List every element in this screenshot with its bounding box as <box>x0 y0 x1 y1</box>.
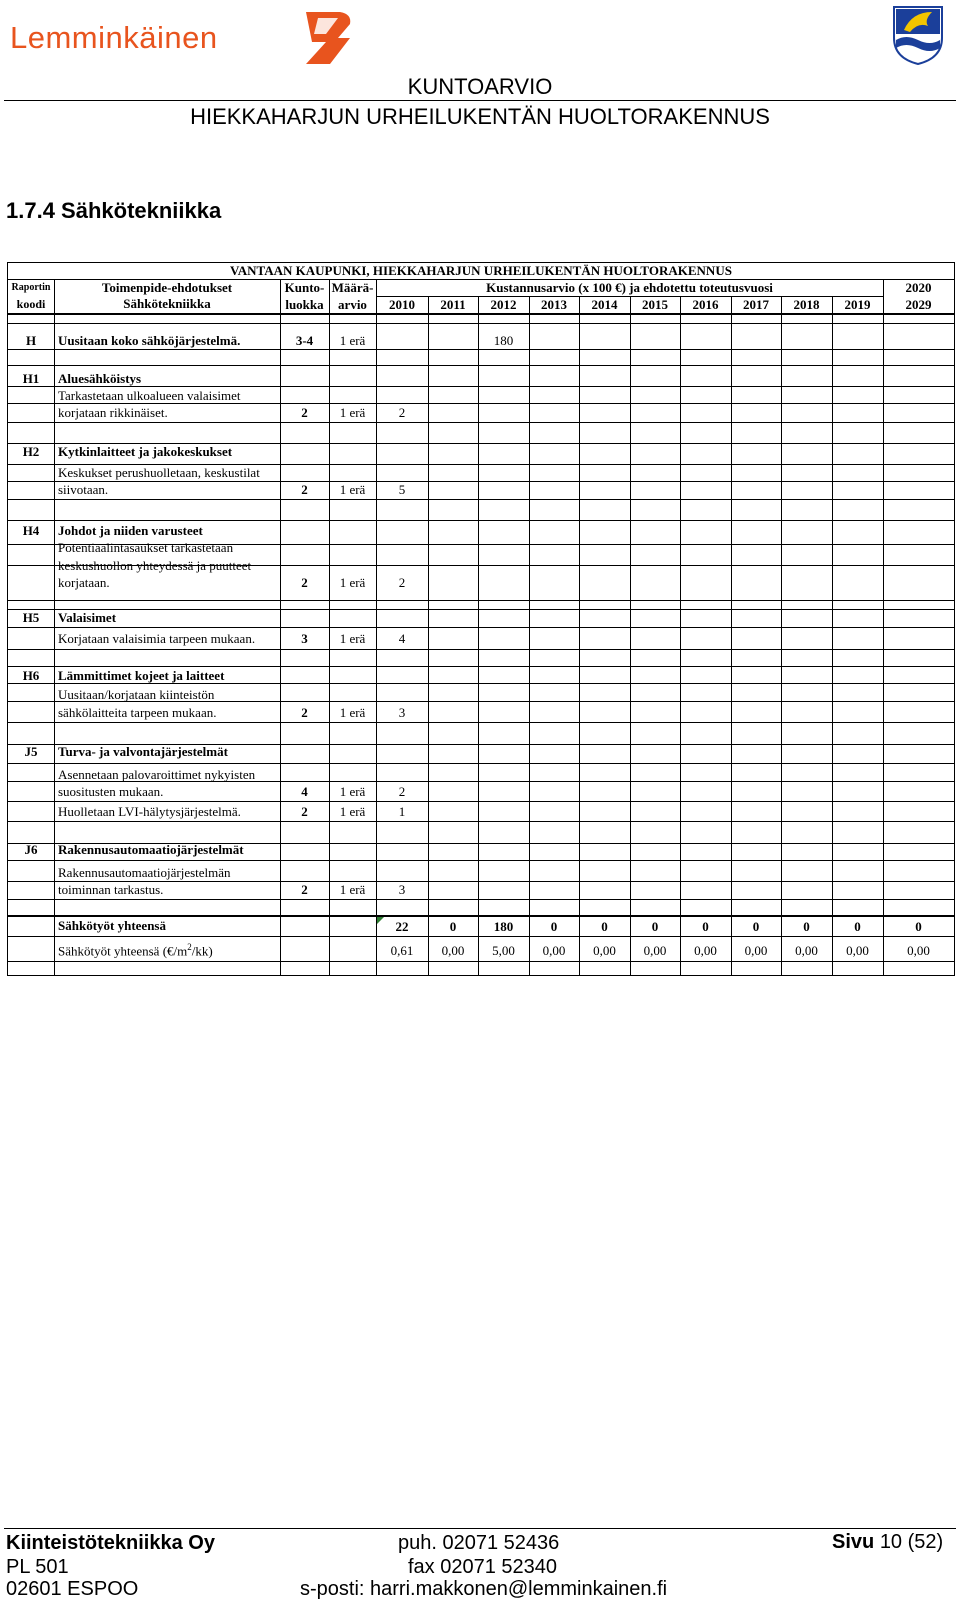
row-code: J5 <box>24 744 38 759</box>
total-label: Sähkötyöt yhteensä <box>58 918 166 933</box>
row-line: Huolletaan LVI-hälytysjärjestelmä. <box>58 804 241 819</box>
footer-company: Kiinteistötekniikka Oy <box>6 1532 215 1554</box>
header-year: 2029 <box>905 297 932 312</box>
grid-line <box>8 609 954 610</box>
per-m2-label-sup: 2 <box>187 942 192 952</box>
grid-line <box>8 915 954 917</box>
per-m2-value: 0,00 <box>593 943 616 958</box>
header-divider <box>4 100 956 101</box>
grid-line <box>832 296 833 975</box>
total-value: 0 <box>803 919 810 934</box>
grid-line <box>781 296 782 975</box>
per-m2-value: 0,00 <box>542 943 566 958</box>
header-year: 2014 <box>591 297 618 312</box>
grid-line <box>8 499 954 500</box>
total-value: 0 <box>651 919 659 934</box>
row-title: Kytkinlaitteet ja jakokeskukset <box>58 444 233 459</box>
row-cost-2010: 2 <box>398 784 406 799</box>
cost-table <box>7 262 955 976</box>
row-title: Uusitaan koko sähköjärjestelmä. <box>58 333 241 348</box>
header-code-bottom: koodi <box>16 297 46 311</box>
grid-line <box>8 349 954 350</box>
row-line: siivotaan. <box>58 482 109 497</box>
total-value: 0 <box>449 919 457 934</box>
grid-line <box>8 763 954 764</box>
grid-line <box>8 422 954 423</box>
table-caption: VANTAAN KAUPUNKI, HIEKKAHARJUN URHEILUKENTÄN HUOLTORAKENNUS <box>230 263 732 278</box>
row-code: H5 <box>22 610 40 625</box>
grid-line <box>680 296 681 975</box>
row-class: 4 <box>301 784 308 799</box>
header-year: 2011 <box>440 297 466 312</box>
row-cost-2012: 180 <box>493 333 514 348</box>
total-value: 180 <box>493 919 514 934</box>
row-code: H1 <box>22 371 40 386</box>
row-qty: 1 erä <box>339 333 366 348</box>
row-line: suositusten mukaan. <box>58 784 164 799</box>
row-qty: 1 erä <box>339 575 366 590</box>
total-value: 22 <box>395 919 409 934</box>
row-title: Valaisimet <box>58 610 117 625</box>
row-title: Johdot ja niiden varusteet <box>58 523 203 538</box>
per-m2-value: 0,00 <box>643 943 667 958</box>
row-line: korjataan rikkinäiset. <box>58 405 168 420</box>
row-class: 3-4 <box>295 333 314 348</box>
row-code: H <box>25 333 37 348</box>
footer-page-value: 10 (52) <box>879 1531 944 1553</box>
row-line: Rakennusautomaatiojärjestelmän <box>58 865 231 880</box>
row-cost-2010: 1 <box>398 804 406 819</box>
row-qty: 1 erä <box>339 882 366 897</box>
row-code: H2 <box>22 444 40 459</box>
header-year: 2017 <box>743 297 769 312</box>
row-cost-2010: 2 <box>398 575 406 590</box>
row-line: keskushuollon yhteydessä ja puutteet <box>58 558 252 573</box>
header-qty-bottom: arvio <box>338 297 367 312</box>
row-code: H6 <box>22 668 40 683</box>
row-title: Lämmittimet kojeet ja laitteet <box>58 668 225 683</box>
header-class-bottom: luokka <box>285 297 324 312</box>
header-year: 2016 <box>692 297 719 312</box>
row-line: Asennetaan palovaroittimet nykyisten <box>58 767 256 782</box>
grid-line <box>428 296 429 975</box>
header-class-top: Kunto- <box>284 280 325 295</box>
grid-line <box>8 722 954 723</box>
grid-line <box>8 936 954 937</box>
header-code-top: Raportin <box>11 282 51 293</box>
grid-line <box>8 386 954 387</box>
per-m2-label-pre: Sähkötyöt yhteensä (€/m <box>58 943 188 959</box>
header-year: 2015 <box>642 297 668 312</box>
grid-line <box>8 666 954 667</box>
header-year: 2012 <box>490 297 517 312</box>
header-year-2020: 2020 <box>905 280 932 295</box>
row-qty: 1 erä <box>339 804 366 819</box>
footer-email: s-posti: harri.makkonen@lemminkainen.fi <box>300 1578 668 1600</box>
per-m2-value: 0,00 <box>795 943 818 958</box>
grid-line <box>8 649 954 650</box>
header-qty-top: Määrä- <box>331 280 374 295</box>
grid-line <box>8 365 954 366</box>
row-class: 2 <box>301 405 308 420</box>
row-class: 3 <box>301 631 308 646</box>
document-subtitle: HIEKKAHARJUN URHEILUKENTÄN HUOLTORAKENNUS <box>190 104 770 129</box>
row-title: Turva- ja valvontajärjestelmät <box>58 744 228 759</box>
footer-page-label: Sivu <box>832 1531 875 1553</box>
document-title: KUNTOARVIO <box>407 74 553 99</box>
grid-line <box>8 323 954 324</box>
section-title: 1.7.4 Sähkötekniikka <box>6 198 222 223</box>
header-action-top: Toimenpide-ehdotukset <box>101 280 233 295</box>
row-class: 2 <box>301 705 308 720</box>
company-logo <box>10 8 355 70</box>
grid-line <box>478 296 479 975</box>
total-value: 0 <box>915 919 922 934</box>
row-qty: 1 erä <box>339 405 366 420</box>
grid-line <box>8 600 954 601</box>
row-code: J6 <box>24 842 38 857</box>
grid-line <box>8 520 954 521</box>
row-class: 2 <box>301 575 308 590</box>
header-year: 2018 <box>793 297 820 312</box>
total-value: 0 <box>752 919 760 934</box>
row-cost-2010: 2 <box>398 405 406 420</box>
header-action-bottom: Sähkötekniikka <box>123 296 211 311</box>
row-class: 2 <box>301 482 308 497</box>
row-cost-2010: 4 <box>398 631 406 646</box>
city-crest-icon <box>890 4 946 66</box>
row-line: Potentiaalintasaukset tarkastetaan <box>58 540 234 555</box>
footer-divider <box>4 1528 956 1529</box>
grid-line <box>579 296 580 975</box>
row-code: H4 <box>22 523 40 538</box>
grid-line <box>8 821 954 822</box>
row-line: toiminnan tarkastus. <box>58 882 164 897</box>
logo-wordmark: Lemminkäinen <box>10 20 218 55</box>
grid-line <box>630 296 631 975</box>
header-year: 2010 <box>389 297 415 312</box>
row-class: 2 <box>301 882 308 897</box>
header-year: 2019 <box>844 297 871 312</box>
row-qty: 1 erä <box>339 784 366 799</box>
grid-line <box>8 481 954 482</box>
per-m2-value: 5,00 <box>492 943 515 958</box>
row-cost-2010: 5 <box>398 482 406 497</box>
footer-city: 02601 ESPOO <box>6 1578 139 1600</box>
total-value: 0 <box>854 919 861 934</box>
per-m2-value: 0,00 <box>846 943 869 958</box>
per-m2-value: 0,00 <box>441 943 465 958</box>
row-title: Rakennusautomaatiojärjestelmät <box>58 842 244 857</box>
per-m2-value: 0,61 <box>390 943 414 958</box>
per-m2-value: 0,00 <box>907 943 930 958</box>
row-cost-2010: 3 <box>398 882 406 897</box>
footer-fax: fax 02071 52340 <box>408 1556 558 1578</box>
per-m2-value: 0,00 <box>744 943 768 958</box>
row-qty: 1 erä <box>339 705 366 720</box>
total-value: 0 <box>702 919 709 934</box>
grid-line <box>8 627 954 628</box>
grid-line <box>731 296 732 975</box>
row-cost-2010: 3 <box>398 705 406 720</box>
header-year: 2013 <box>541 297 567 312</box>
per-m2-label-post: /kk) <box>191 943 213 959</box>
row-line: sähkölaitteita tarpeen mukaan. <box>58 705 217 720</box>
row-line: korjataan. <box>58 575 110 590</box>
row-class: 2 <box>301 804 308 819</box>
row-line: Uusitaan/korjataan kiinteistön <box>58 687 215 702</box>
footer-page-number <box>832 1531 943 1554</box>
grid-line <box>8 313 954 315</box>
footer-phone: puh. 02071 52436 <box>398 1532 560 1554</box>
total-value: 0 <box>601 919 608 934</box>
grid-line <box>8 860 954 861</box>
row-line: Korjataan valaisimia tarpeen mukaan. <box>58 631 256 646</box>
per-m2-value: 0,00 <box>694 943 717 958</box>
row-qty: 1 erä <box>339 631 366 646</box>
per-m2-label <box>58 942 213 959</box>
footer-po-box: PL 501 <box>6 1556 69 1578</box>
header-cost-span: Kustannusarvio (x 100 €) ja ehdotettu toteutusvuosi <box>486 280 773 295</box>
grid-line <box>529 296 530 975</box>
row-title: Aluesähköistys <box>58 371 142 386</box>
logo-swoosh-icon <box>300 8 358 68</box>
row-line: Tarkastetaan ulkoalueen valaisimet <box>58 388 241 403</box>
grid-line <box>8 899 954 900</box>
total-value: 0 <box>550 919 558 934</box>
row-qty: 1 erä <box>339 482 366 497</box>
grid-line <box>8 801 954 802</box>
grid-line <box>8 961 954 962</box>
row-line: Keskukset perushuolletaan, keskustilat <box>58 465 260 480</box>
